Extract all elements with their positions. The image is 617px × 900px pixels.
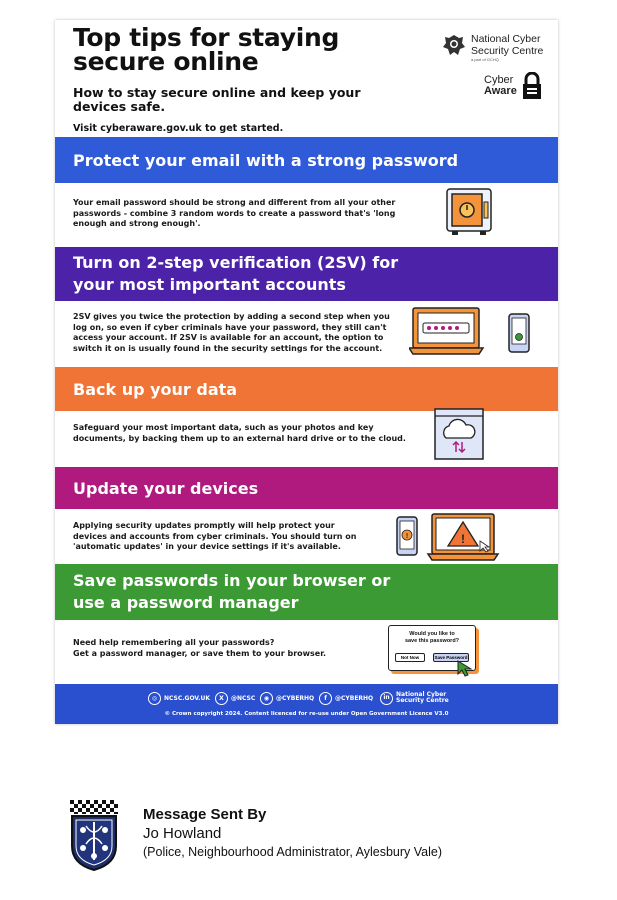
svg-text:!: ! <box>461 532 465 546</box>
poster-footer <box>55 684 558 724</box>
tip-body-update: Applying security updates promptly will help protect your devices and accounts from cyber criminals. You should turn on 'automatic updates' in your device settings if it's available. ! ! <box>55 509 558 564</box>
social-linkedin: in National Cyber Security Centre <box>380 691 449 705</box>
tip-body-passwords: Need help remembering all your passwords? Get a password manager, or save them to your browser. Would you like to save this password? Not Now Save Password <box>55 620 558 684</box>
cloud-window-icon <box>434 408 484 460</box>
facebook-icon: f <box>319 692 332 705</box>
sender-role: (Police, Neighbourhood Administrator, Aylesbury Vale) <box>143 845 443 859</box>
tip-heading-2sv: Turn on 2-step verification (2SV) for your most important accounts <box>55 247 558 301</box>
message-sender-block <box>70 800 610 875</box>
tip-heading-backup: Back up your data <box>55 367 558 411</box>
poster-title: Top tips for staying secure online <box>73 23 340 76</box>
crest-icon <box>441 33 467 57</box>
x-icon: X <box>215 692 228 705</box>
cursor-icon <box>457 660 473 678</box>
social-website: ◎ NCSC.GOV.UK <box>148 691 210 705</box>
laptop-phone-icon <box>409 306 535 358</box>
tip-body-2sv: 2SV gives you twice the protection by adding a second step when you log on, so even if cyber criminals have your password, they still can't access your account. If 2SV is available for an account, the option to switch it on is usually found in the security settings for the account. <box>55 301 558 367</box>
sender-name: Jo Howland <box>143 825 222 842</box>
save-password-dialog-icon: Would you like to save this password? Not Now Save Password <box>388 625 476 671</box>
save-password-button: Save Password <box>434 655 468 660</box>
tip-body-email-password: Your email password should be strong and different from all your other passwords - combine 3 random words to create a password that's 'long enough and strong enough'. <box>55 183 558 247</box>
linkedin-icon: in <box>380 692 393 705</box>
visit-link-text: Visit cyberaware.gov.uk to get started. <box>73 123 284 134</box>
cyber-aware-logo: Cyber Aware <box>484 72 544 102</box>
instagram-icon: ◉ <box>260 692 273 705</box>
tip-heading-update: Update your devices <box>55 467 558 509</box>
tip-heading-passwords: Save passwords in your browser or use a password manager <box>55 564 558 620</box>
not-now-button: Not Now <box>395 653 425 662</box>
social-x: X @NCSC <box>215 691 255 705</box>
poster-header <box>55 20 558 136</box>
globe-icon: ◎ <box>148 692 161 705</box>
padlock-icon <box>522 72 542 100</box>
copyright-text: © Crown copyright 2024. Content licenced for re-use under Open Government Licence V3.0 <box>164 711 449 717</box>
message-sent-by-title: Message Sent By <box>143 806 267 823</box>
ncsc-logo: National Cyber Security Centre a part of GCHQ <box>441 33 553 63</box>
social-facebook: f @CYBERHQ <box>319 691 373 705</box>
cyber-tips-poster <box>55 20 558 724</box>
svg-text:!: ! <box>405 533 409 540</box>
social-instagram: ◉ @CYBERHQ <box>260 691 314 705</box>
tip-heading-email-password: Protect your email with a strong password <box>55 137 558 183</box>
police-shield-icon <box>70 800 118 872</box>
warning-laptop-icon <box>396 511 502 563</box>
safe-icon <box>446 188 492 236</box>
poster-subtitle: How to stay secure online and keep your devices safe. <box>73 85 361 114</box>
tip-body-backup: Safeguard your most important data, such as your photos and key documents, by backing them up to an external hard drive or to the cloud. <box>55 411 558 467</box>
